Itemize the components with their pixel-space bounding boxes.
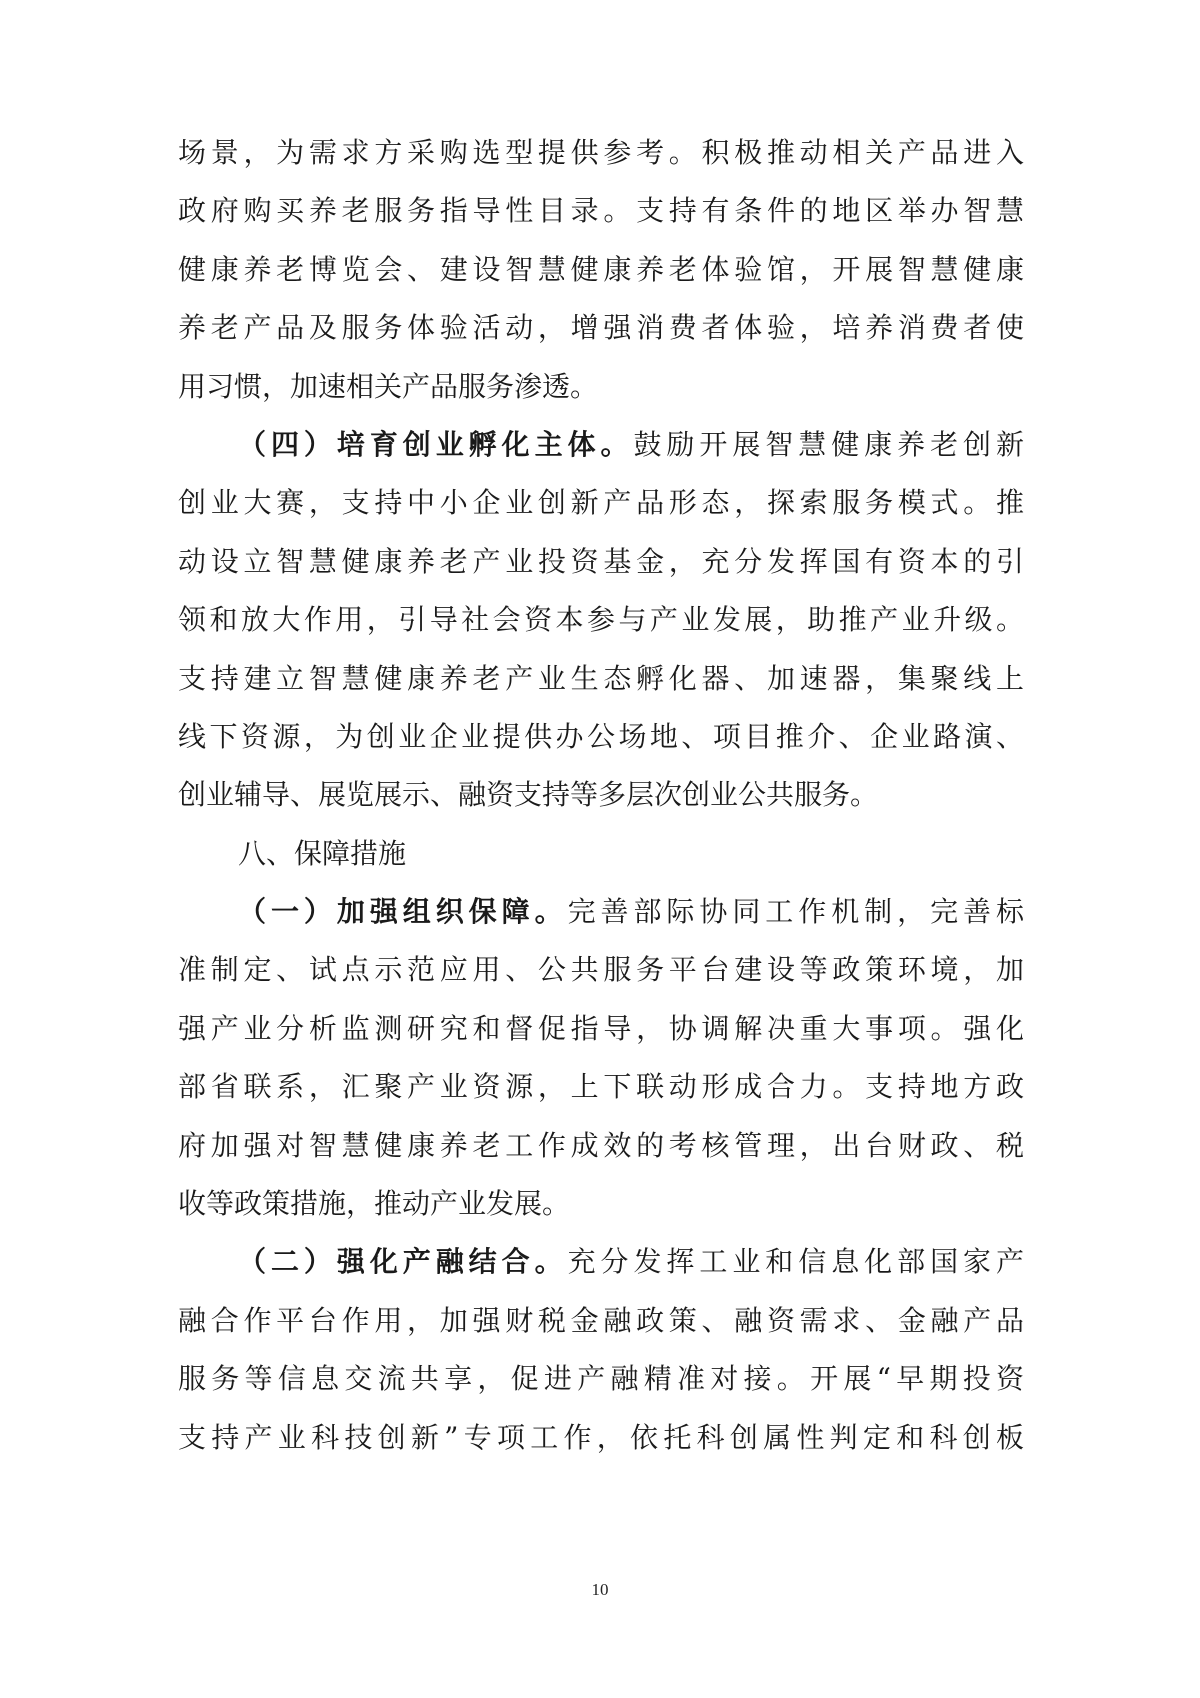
text-span: 完善部际协同工作机制，完善标 [567,895,1024,929]
paragraph-lead-heading: （四）培育创业孵化主体。 [238,427,634,461]
section-heading: 八、保障措施 [238,836,407,870]
text-line: 健康养老博览会、建设智慧健康养老体验馆，开展智慧健康 [178,252,1024,286]
text-line: 场景，为需求方采购选型提供参考。积极推动相关产品进入 [178,136,1024,169]
text-line: 服务等信息交流共享，促进产融精准对接。开展“早期投资 [178,1362,1024,1396]
text-line: 支持建立智慧健康养老产业生态孵化器、加速器，集聚线上 [178,661,1024,695]
text-line: 用习惯，加速相关产品服务渗透。 [178,369,599,403]
text-line: 创业大赛，支持中小企业创新产品形态，探索服务模式。推 [178,486,1024,520]
paragraph-organization-guarantee [178,883,1024,1233]
page-number: 10 [591,1580,609,1599]
paragraph-continuation [178,124,1024,416]
paragraph-lead-heading: （二）强化产融结合。 [238,1245,568,1279]
paragraph-first-line [178,416,1024,474]
text-line: 融合作平台作用，加强财税金融政策、融资需求、金融产品 [178,1303,1024,1337]
text-line: 强产业分析监测研究和督促指导，协调解决重大事项。强化 [178,1011,1024,1045]
paragraph-lead-heading: （一）加强组织保障。 [238,895,568,929]
text-line: 府加强对智慧健康养老工作成效的考核管理，出台财政、税 [178,1128,1024,1162]
paragraph-cultivate-incubation [178,416,1024,825]
text-span: 充分发挥工业和信息化部国家产 [567,1245,1024,1279]
text-line: 养老产品及服务体验活动，增强消费者体验，培养消费者使 [178,311,1024,345]
text-line: 部省联系，汇聚产业资源，上下联动形成合力。支持地方政 [178,1070,1024,1104]
text-line: 动设立智慧健康养老产业投资基金，充分发挥国有资本的引 [178,544,1024,578]
text-line: 收等政策措施，推动产业发展。 [178,1187,571,1221]
text-line: 支持产业科技创新”专项工作，依托科创属性判定和科创板 [178,1420,1024,1454]
text-line: 政府购买养老服务指导性目录。支持有条件的地区举办智慧 [178,194,1024,228]
text-span: 鼓励开展智慧健康养老创新 [633,427,1024,461]
text-line: 准制定、试点示范应用、公共服务平台建设等政策环境，加 [178,953,1024,987]
paragraph-industry-finance [178,1233,1024,1467]
paragraph-first-line [178,1233,1024,1291]
text-line: 线下资源，为创业企业提供办公场地、项目推介、企业路演、 [178,719,1024,753]
text-line: 创业辅导、展览展示、融资支持等多层次创业公共服务。 [178,778,879,812]
paragraph-first-line [178,883,1024,941]
page-content [178,124,1024,1467]
text-line: 领和放大作用，引导社会资本参与产业发展，助推产业升级。 [178,603,1024,637]
